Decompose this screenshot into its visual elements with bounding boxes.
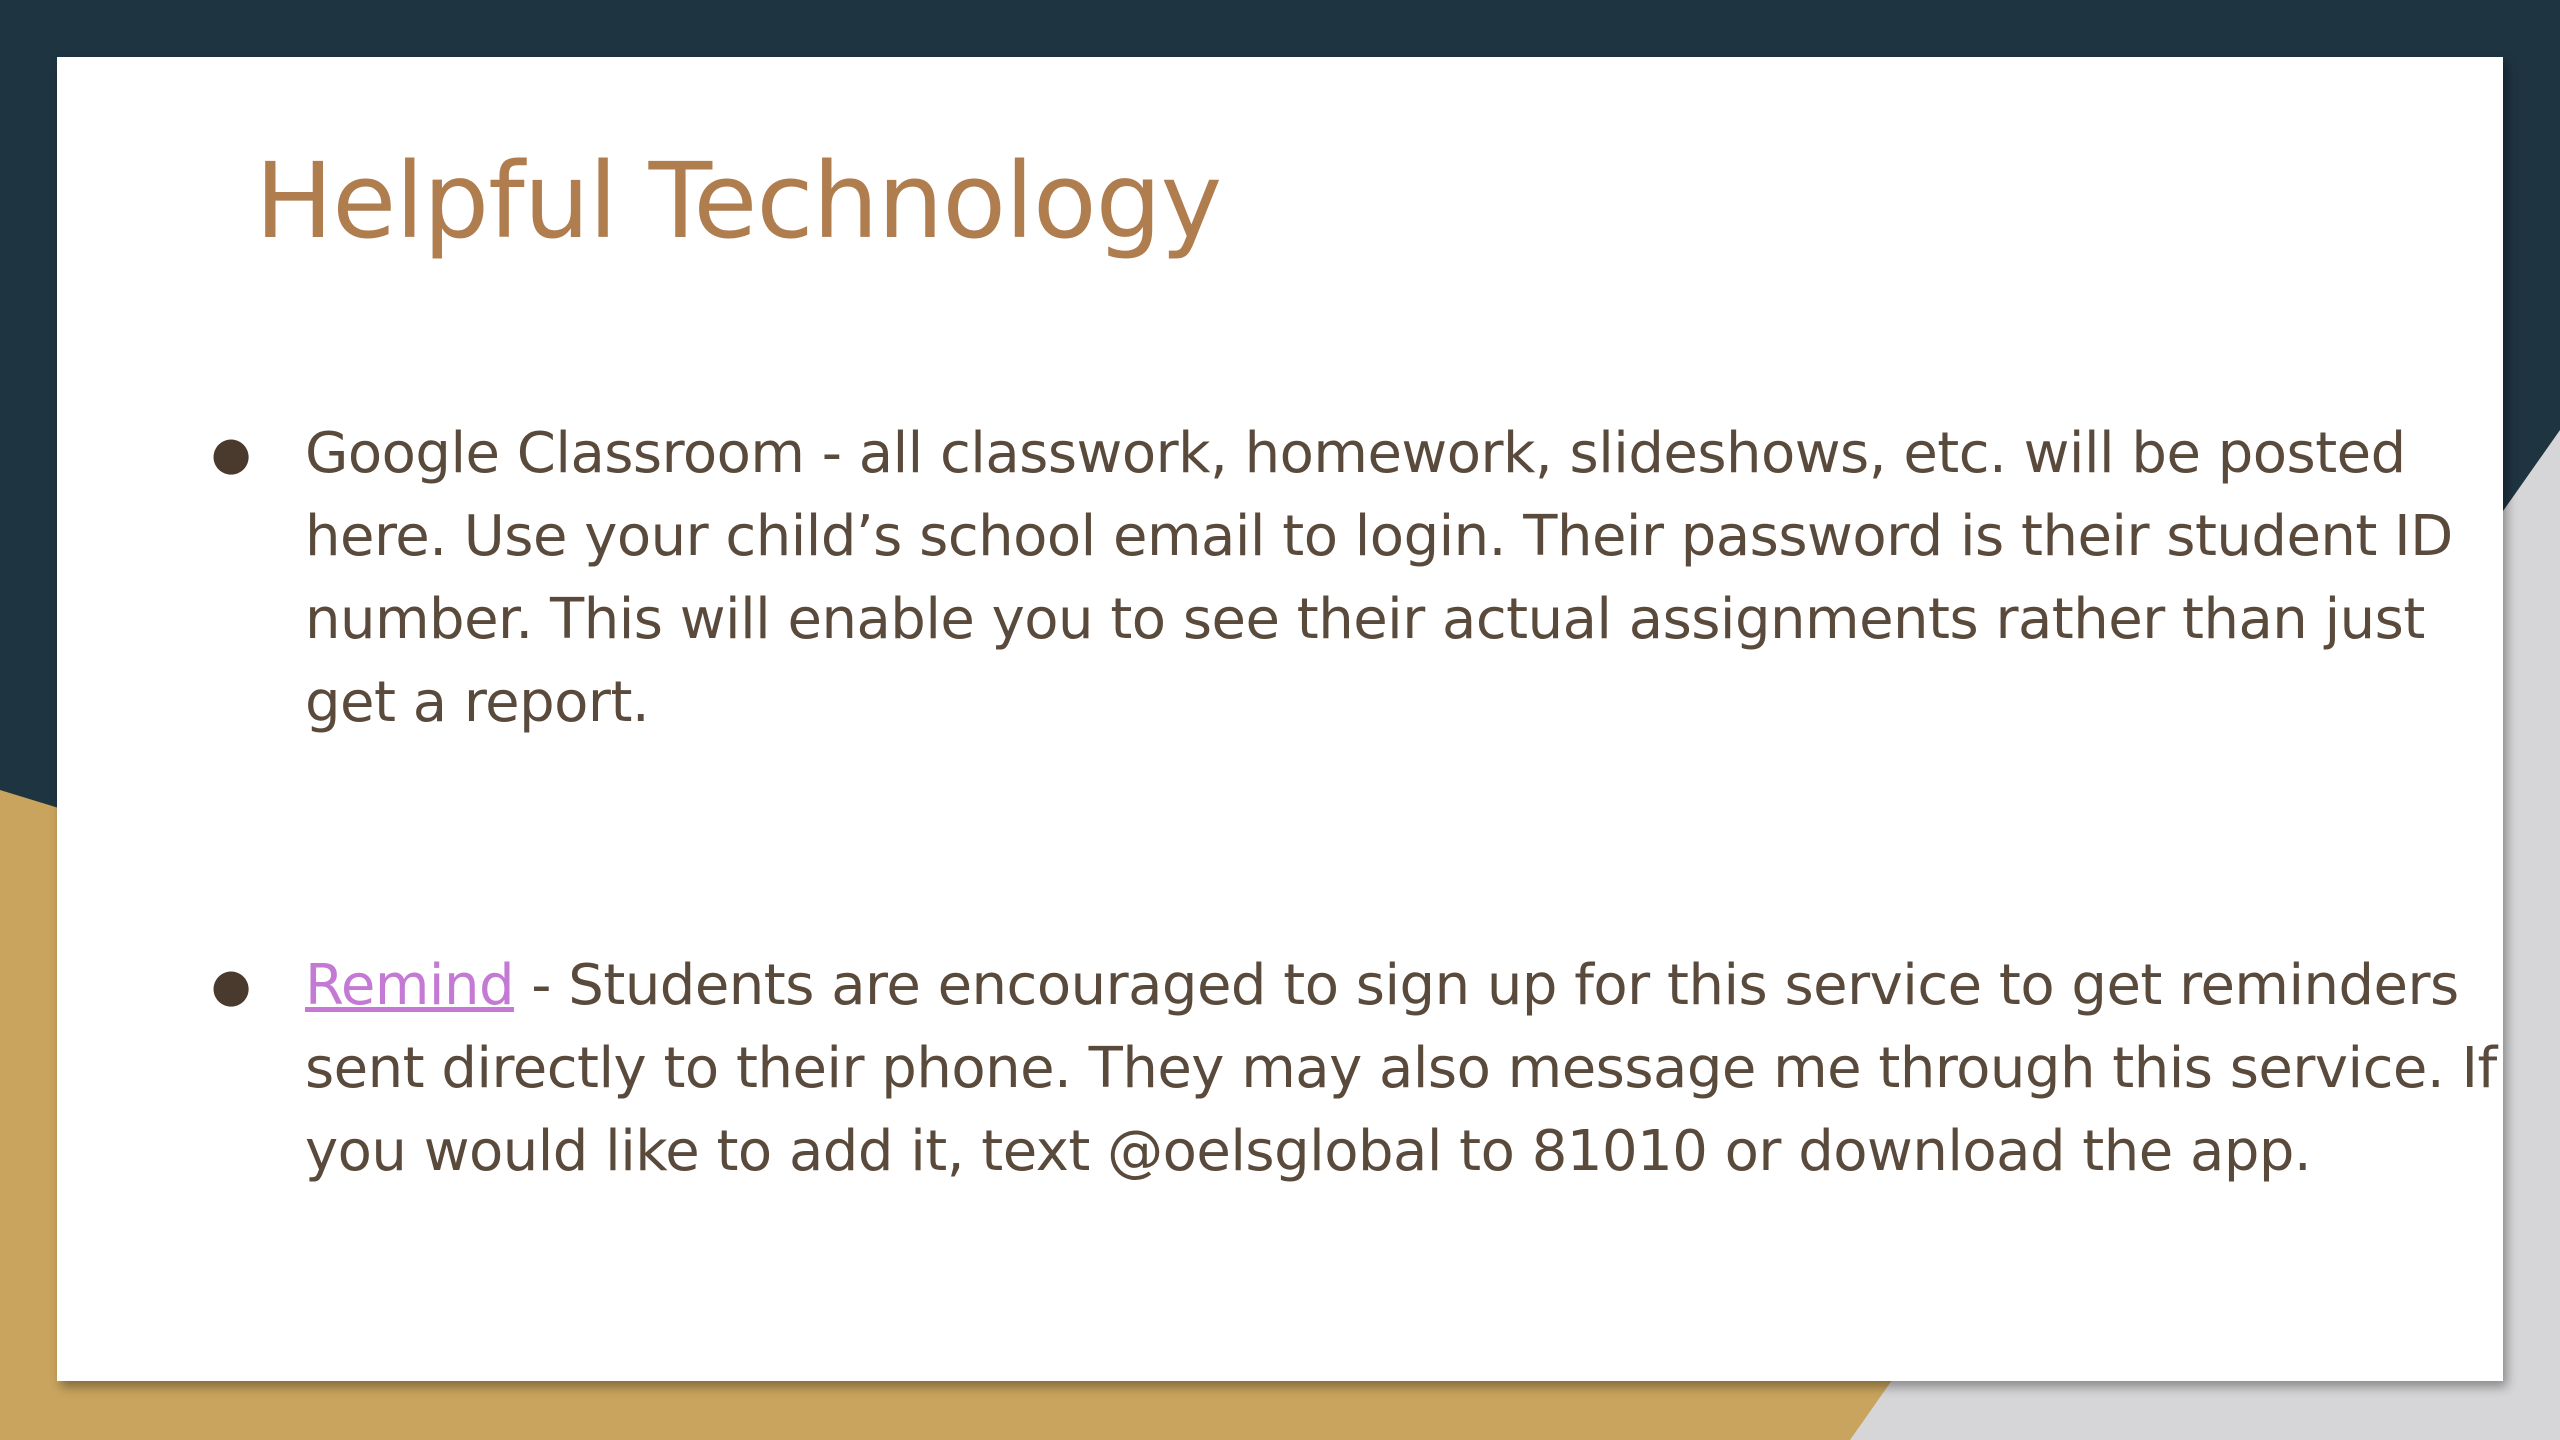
remind-link[interactable]: Remind xyxy=(305,953,514,1018)
bullet-text-remind: - Students are encouraged to sign up for this service to get reminders sent directly to their phone. They may also message me through this service. If you would like to add it, text @oelsglobal to 81010 or download the app. xyxy=(305,953,2497,1184)
bullet-item-google-classroom xyxy=(211,412,2505,744)
bullet-dot-icon: ● xyxy=(211,426,251,480)
bullet-dot-icon: ● xyxy=(211,958,251,1012)
slide-panel xyxy=(57,57,2503,1381)
slide-title: Helpful Technology xyxy=(255,140,1222,262)
bullet-list xyxy=(211,412,2505,1193)
bullet-text-google-classroom: Google Classroom - all classwork, homework, slideshows, etc. will be posted here. Use your child’s school email to login. Their password is their student ID number. This will enable you to see their actual assignments rather than just get a report. xyxy=(305,421,2453,735)
bullet-item-remind xyxy=(211,944,2505,1193)
